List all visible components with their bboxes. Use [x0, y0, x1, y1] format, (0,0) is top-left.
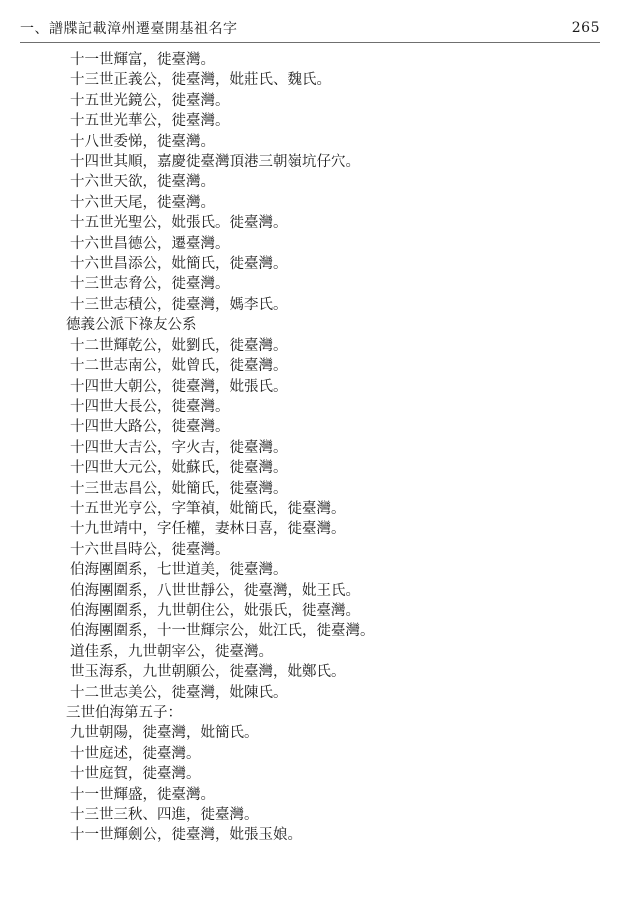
genealogy-entry: 十世庭賀，徙臺灣。	[70, 766, 201, 783]
genealogy-entry: 十四世大路公，徙臺灣。	[70, 419, 230, 436]
genealogy-entry: 道佳系，九世朝宰公，徙臺灣。	[70, 643, 273, 660]
genealogy-entry: 十三世志昌公，妣簡氏，徙臺灣。	[70, 480, 288, 497]
genealogy-entry: 十二世志美公，徙臺灣，妣陳氏。	[70, 684, 288, 701]
genealogy-entry: 十五世光華公，徙臺灣。	[70, 113, 230, 130]
genealogy-entry: 十一世輝富，徙臺灣。	[70, 52, 215, 68]
genealogy-entry: 十八世委悌，徙臺灣。	[70, 133, 215, 150]
genealogy-entry: 十三世志脅公，徙臺灣。	[70, 276, 230, 293]
genealogy-entry: 十五世光亨公，字筆禎，妣簡氏，徙臺灣。	[70, 500, 346, 517]
genealogy-entry: 十世庭述，徙臺灣。	[70, 745, 201, 762]
genealogy-entry: 伯海團圍系，十一世輝宗公，妣江氏，徙臺灣。	[70, 623, 375, 640]
genealogy-entry: 十五世光聖公，妣張氏。徙臺灣。	[70, 215, 288, 232]
genealogy-entry: 十五世光鏡公，徙臺灣。	[70, 92, 230, 109]
genealogy-entry: 十四世大長公，徙臺灣。	[70, 398, 230, 415]
genealogy-entry: 十二世志南公，妣曾氏，徙臺灣。	[70, 358, 288, 375]
genealogy-entry: 十三世三秋、四進，徙臺灣。	[70, 807, 259, 824]
genealogy-entry: 十六世天尾，徙臺灣。	[70, 194, 215, 211]
genealogy-entry: 伯海團圍系，八世世靜公，徙臺灣，妣王氏。	[70, 582, 360, 599]
genealogy-entry: 十三世正義公，徙臺灣，妣莊氏、魏氏。	[70, 72, 331, 89]
running-header	[20, 18, 600, 43]
genealogy-entry: 十九世靖中，字任權，妻林日喜，徙臺灣。	[70, 521, 346, 538]
genealogy-entry: 十六世天欲，徙臺灣。	[70, 174, 215, 191]
genealogy-list	[66, 50, 590, 846]
genealogy-entry: 十四世其順，嘉慶徙臺灣頂港三朝嶺坑仔穴。	[70, 154, 360, 171]
genealogy-entry: 十一世輝劍公，徙臺灣，妣張玉娘。	[70, 827, 302, 844]
genealogy-entry: 十三世志積公，徙臺灣，媽李氏。	[70, 296, 288, 313]
genealogy-entry: 十二世輝乾公，妣劉氏，徙臺灣。	[70, 337, 288, 354]
genealogy-entry: 十六世昌添公，妣簡氏，徙臺灣。	[70, 256, 288, 273]
genealogy-entry: 伯海團圍系，九世朝住公，妣張氏，徙臺灣。	[70, 602, 360, 619]
genealogy-entry: 十六世昌德公，遷臺灣。	[70, 235, 230, 252]
genealogy-entry: 十六世昌時公，徙臺灣。	[70, 541, 230, 558]
genealogy-entry: 十四世大朝公，徙臺灣，妣張氏。	[70, 378, 288, 395]
genealogy-entry: 十一世輝盛，徙臺灣。	[70, 786, 215, 803]
genealogy-entry: 十四世大吉公，字火吉，徙臺灣。	[70, 439, 288, 456]
genealogy-entry: 世玉海系，九世朝願公，徙臺灣，妣鄭氏。	[70, 664, 346, 681]
header-title: 一、譜牒記載漳州遷臺開基祖名字	[20, 21, 238, 37]
genealogy-entry: 十四世大元公，妣蘇氏，徙臺灣。	[70, 460, 288, 477]
lineage-subheading: 三世伯海第五子：	[66, 705, 182, 721]
genealogy-entry: 九世朝陽，徙臺灣，妣簡氏。	[70, 725, 259, 742]
genealogy-entry: 伯海團圍系，七世道美，徙臺灣。	[70, 562, 288, 579]
page-number: 265	[571, 20, 600, 36]
lineage-subheading: 德義公派下祿友公系	[66, 317, 197, 334]
